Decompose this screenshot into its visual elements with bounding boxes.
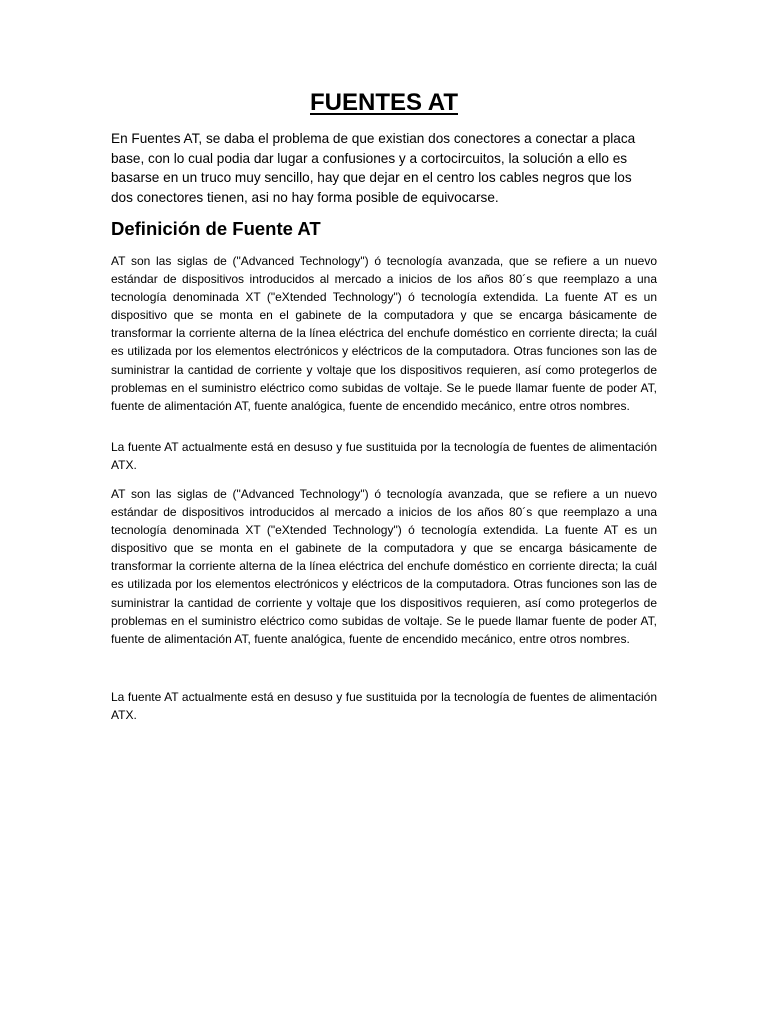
document-title-text: FUENTES AT — [310, 89, 458, 116]
section-heading: Definición de Fuente AT — [111, 218, 321, 239]
intro-paragraph: En Fuentes AT, se daba el problema de que existian dos conectores a conectar a placa base, con lo cual podia dar lugar a confusiones y a cortocircuitos, la solución a ello es basarse en un truco muy sencillo, hay que dejar en el centro los cables negros que los dos conectores tienen, asi no hay forma posible de equivocarse. — [111, 131, 636, 205]
body-paragraph: La fuente AT actualmente está en desuso y fue sustituida por la tecnología de fuentes de alimentación ATX. — [111, 690, 657, 723]
body-paragraph: AT son las siglas de ("Advanced Technology") ó tecnología avanzada, que se refiere a un nuevo estándar de dispositivos introducidos al mercado a inicios de los años 80´s que reemplazo a una tecnología denominada XT ("eXtended Technology") ó tecnología extendida. La fuente AT es un dispositivo que se monta en el gabinete de la computadora y que se encarga básicamente de transformar la corriente alterna de la línea eléctrica del enchufe doméstico en corriente directa; la cuál es utilizada por los elementos electrónicos y eléctricos de la computadora. Otras funciones son las de suministrar la cantidad de corriente y voltaje que los dispositivos requieren, así como protegerlos de problemas en el suministro eléctrico como subidas de voltaje. Se le puede llamar fuente de poder AT, fuente de alimentación AT, fuente analógica, fuente de encendido mecánico, entre otros nombres. — [111, 254, 657, 413]
body-paragraph: La fuente AT actualmente está en desuso y fue sustituida por la tecnología de fuentes de alimentación ATX. — [111, 440, 657, 473]
body-paragraph: AT son las siglas de ("Advanced Technology") ó tecnología avanzada, que se refiere a un nuevo estándar de dispositivos introducidos al mercado a inicios de los años 80´s que reemplazo a una tecnología denominada XT ("eXtended Technology") ó tecnología extendida. La fuente AT es un dispositivo que se monta en el gabinete de la computadora y que se encarga básicamente de transformar la corriente alterna de la línea eléctrica del enchufe doméstico en corriente directa; la cuál es utilizada por los elementos electrónicos y eléctricos de la computadora. Otras funciones son las de suministrar la cantidad de corriente y voltaje que los dispositivos requieren, así como protegerlos de problemas en el suministro eléctrico como subidas de voltaje. Se le puede llamar fuente de poder AT, fuente de alimentación AT, fuente analógica, fuente de encendido mecánico, entre otros nombres. — [111, 487, 657, 646]
document-title — [0, 88, 768, 118]
